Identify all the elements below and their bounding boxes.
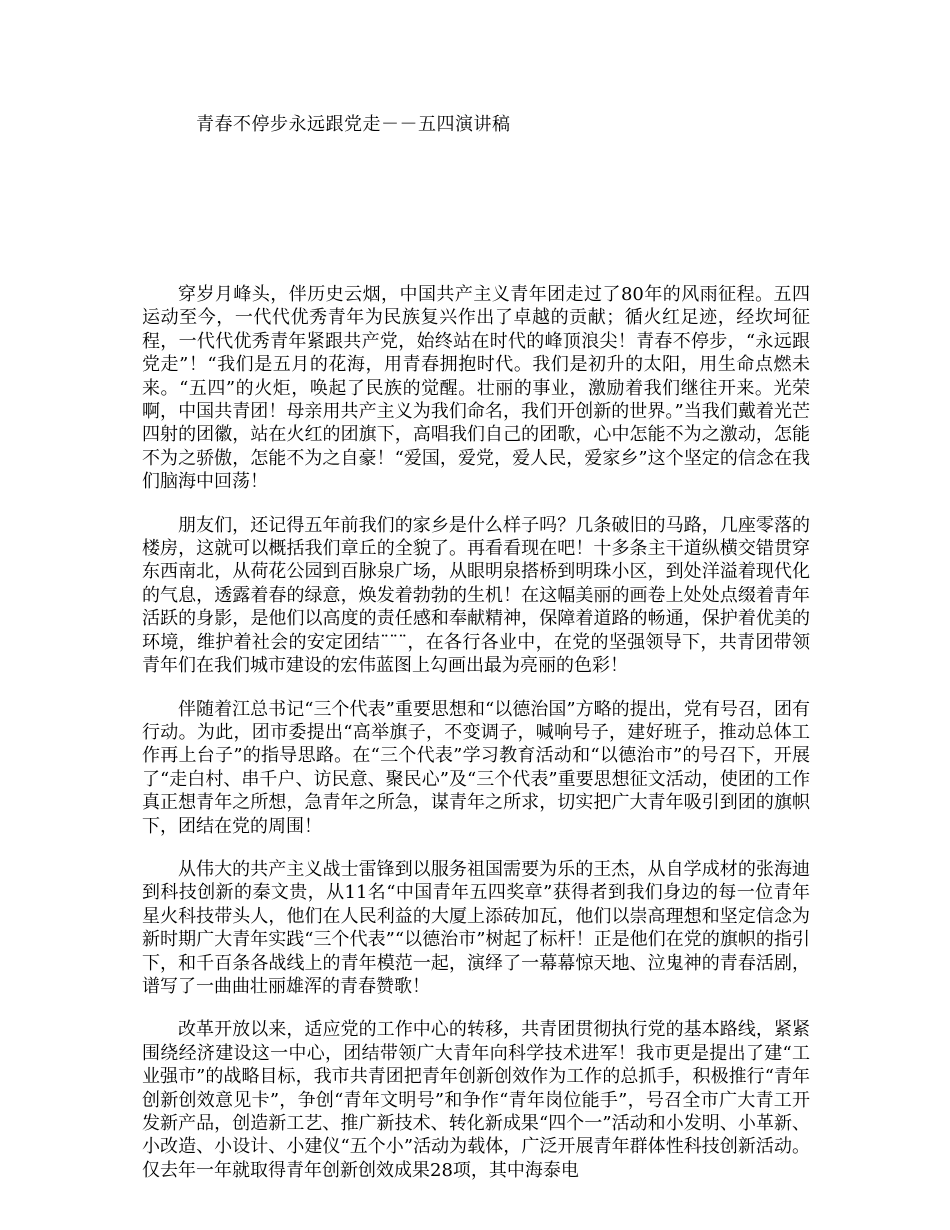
document-title: 青春不停步永远跟党走－－五四演讲稿 [196, 114, 511, 135]
paragraph-4: 从伟大的共产主义战士雷锋到以服务祖国需要为乐的王杰，从自学成材的张海迪到科技创新的秦文贵，从11名“中国青年五四奖章”获得者到我们身边的每一位青年星火科技带头人，他们在人民利益的大厦上添砖加瓦，他们以崇高理想和坚定信念为新时期广大青年实践“三个代表”“以德治市”树起了标杆！正是他们在党的旗帜的指引下，和千百条各战线上的青年模范一起，演绎了一幕幕惊天地、泣鬼神的青春活剧，谱写了一曲曲壮丽雄浑的青春赞歌！ [142, 858, 810, 997]
paragraph-2: 朋友们，还记得五年前我们的家乡是什么样子吗？几条破旧的马路，几座零落的楼房，这就可以概括我们章丘的全貌了。再看看现在吧！十多条主干道纵横交错贯穿东西南北，从荷花公园到百脉泉广场，从眼明泉搭桥到明珠小区，到处洋溢着现代化的气息，透露着春的绿意，焕发着勃勃的生机！在这幅美丽的画卷上处处点缀着青年活跃的身影，是他们以高度的责任感和奉献精神，保障着道路的畅通，保护着优美的环境，维护着社会的安定团结¨¨¨，在各行各业中，在党的坚强领导下，共青团带领青年们在我们城市建设的宏伟蓝图上勾画出最为亮丽的色彩！ [142, 514, 810, 677]
paragraph-3: 伴随着江总书记“三个代表”重要思想和“以德治国”方略的提出，党有号召，团有行动。为此，团市委提出“高举旗子，不变调子，喊响号子，建好班子，推动总体工作再上台子”的指导思路。在“三个代表”学习教育活动和“以德治市”的号召下，开展了“走白村、串千户、访民意、聚民心”及“三个代表”重要思想征文活动，使团的工作真正想青年之所想，急青年之所急，谋青年之所求，切实把广大青年吸引到团的旗帜下，团结在党的周围！ [142, 698, 810, 837]
paragraph-1: 穿岁月峰头，伴历史云烟，中国共产主义青年团走过了80年的风雨征程。五四运动至今，一代代优秀青年为民族复兴作出了卓越的贡献；循火红足迹，经坎坷征程，一代代优秀青年紧跟共产党，始终站在时代的峰顶浪尖！青春不停步，“永远跟党走”！“我们是五月的花海，用青春拥抱时代。我们是初升的太阳，用生命点燃未来。“五四”的火炬，唤起了民族的觉醒。壮丽的事业，激励着我们继往开来。光荣啊，中国共青团！母亲用共产主义为我们命名，我们开创新的世界。”当我们戴着光芒四射的团徽，站在火红的团旗下，高唱我们自己的团歌，心中怎能不为之激动，怎能不为之骄傲，怎能不为之自豪！“爱国，爱党，爱人民，爱家乡”这个坚定的信念在我们脑海中回荡！ [142, 284, 810, 493]
document-body [142, 283, 810, 1202]
paragraph-5: 改革开放以来，适应党的工作中心的转移，共青团贯彻执行党的基本路线，紧紧围绕经济建设这一中心，团结带领广大青年向科学技术进军！我市更是提出了建“工业强市”的战略目标，我市共青团把青年创新创效作为工作的总抓手，积极推行“青年创新创效意见卡”，争创“青年文明号”和争作“青年岗位能手”，号召全市广大青工开发新产品，创造新工艺、推广新技术、转化新成果“四个一”活动和小发明、小革新、小改造、小设计、小建仪“五个小”活动为载体，广泛开展青年群体性科技创新活动。仅去年一年就取得青年创新创效成果28项，其中海泰电 [142, 1019, 810, 1181]
